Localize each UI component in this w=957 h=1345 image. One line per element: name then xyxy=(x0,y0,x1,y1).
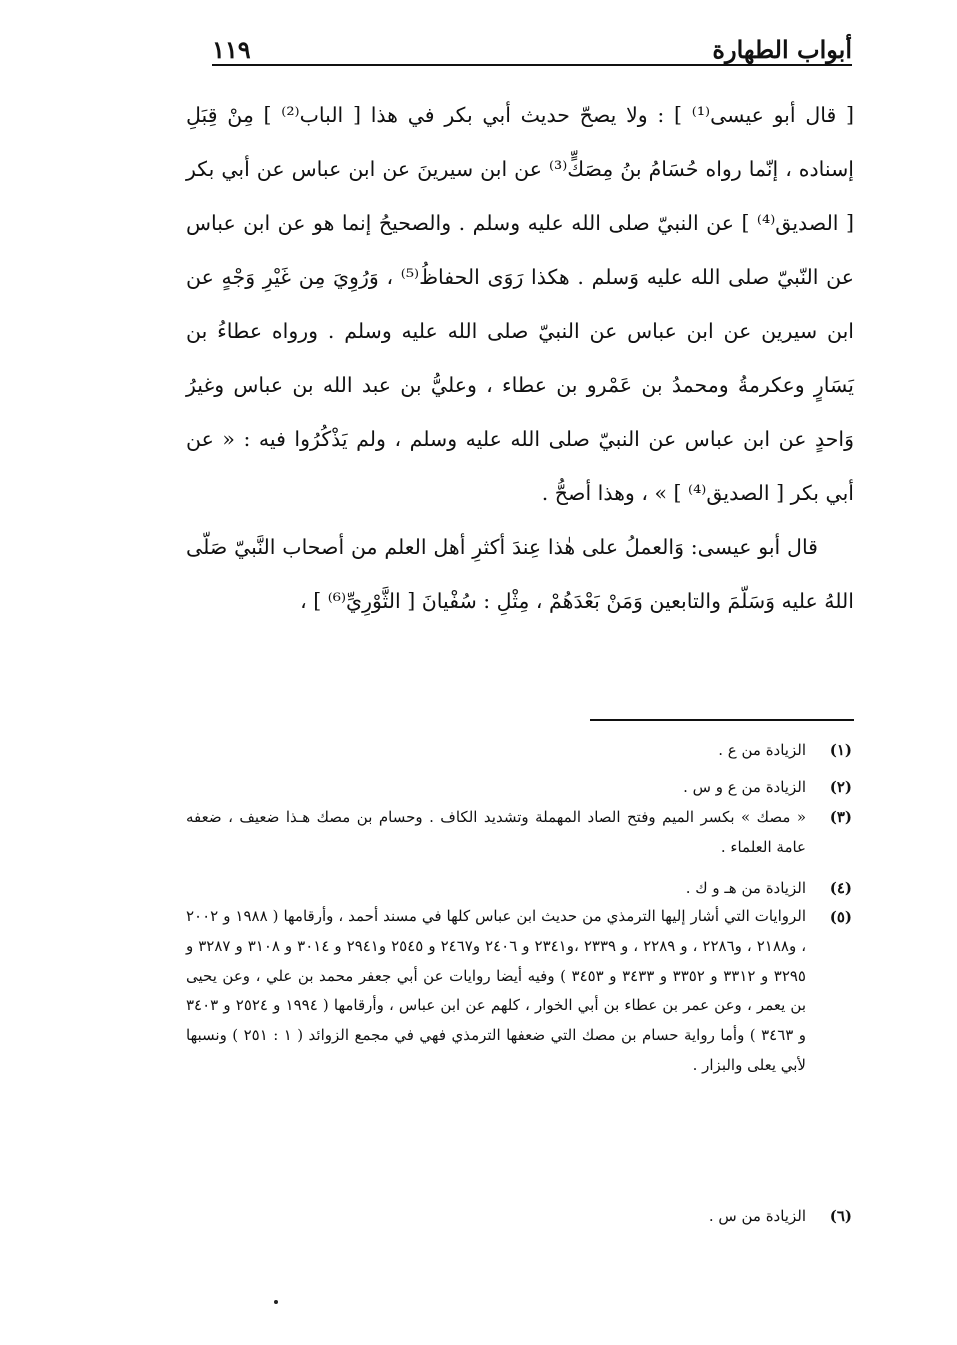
footnote xyxy=(186,1201,852,1231)
footnote-text: الروايات التي أشار إليها الترمذي من حديث ابن عباس كلها في مسند أحمد ، وأرقامها ( ١٩٨٨ و ٢٠٠٢ ، و٢١٨٨ ، و٢٢٨٦ ، و ٢٢٨٩ ، و ٢٣٣٩ ،و٢٣٤١ و ٢٤٠٦ و٢٤٦٧ و ٢٥٤٥ و٢٩٤١ و ٣٠١٤ و ٣١٠٨ و ٣٢٨٧ و ٣٢٩٥ و ٣٣١٢ و ٣٣٥٢ و ٣٤٣٣ و ٣٤٥٣ ) وفيه أيضا روايات عن أبي جعفر محمد بن علي ، وعن يحيى بن يعمر ، وعن عمر بن عطاء بن أبي الخوار ، كلهم عن ابن عباس ، وأرقامها ( ١٩٩٤ و ٢٥٢٤ و ٣٤٠٣ و ٣٤٦٣ ) وأما رواية حسام بن مصك التي ضعفها الترمذي فهي في مجمع الزوائد ( ١ : ٢٥١ ) ونسبها لأبي يعلى والبزار . xyxy=(186,907,807,1074)
paragraph: قال أبو عيسى: وَالعملُ على هٰذا عِندَ أكثرِ أهل العلم من أصحاب النَّبيّ صَلّى اللهُ عليه وَسَلّمَ والتابعين وَمَنْ بَعْدَهُمْ ، مِثْلِ : سُفْيانَ [ الثَّوْرِيِّ⁽⁶⁾ ] ، xyxy=(186,535,854,613)
page-header xyxy=(212,26,852,64)
page-number: ١١٩ xyxy=(212,35,251,64)
footnote-number: (٣) xyxy=(829,808,852,826)
header-rule xyxy=(212,64,852,66)
footnote-number: (٢) xyxy=(829,778,852,796)
chapter-title: أبواب الطهارة xyxy=(712,35,852,64)
footnote-separator xyxy=(590,719,854,721)
footnote-text: الزيادة من ع و س . xyxy=(683,778,806,796)
footnote xyxy=(186,902,852,1201)
footnote-text: الزيادة من ع . xyxy=(718,741,806,759)
footnote-text: الزيادة من س . xyxy=(708,1207,806,1225)
footnote-number: (١) xyxy=(829,741,852,759)
footnote xyxy=(186,873,852,902)
footnotes xyxy=(186,735,852,1231)
footnote-number: (٥) xyxy=(829,908,852,926)
footnote-number: (٤) xyxy=(829,879,852,897)
footnote-text: « مصك » بكسر الميم وفتح الصاد المهملة وتشديد الكاف . وحسام بن مصك هـذا ضعيف ، ضعفه عامة العلماء . xyxy=(186,808,806,856)
footnote xyxy=(186,735,852,772)
paragraph: [ قال أبو عيسى⁽¹⁾ ] : ولا يصحّ حديث أبي بكر في هذا [ الباب⁽²⁾ ] مِنْ قِبَلِ إسناده ، إنّما رواه حُسَامُ بنُ مِصَكٍّ⁽³⁾ عن ابن سيرينَ عن ابن عباس عن أبي بكر [ الصديق⁽⁴⁾ ] عن النبيّ صلى الله عليه وسلم . والصحيحُ إنما هو عن ابن عباس عن النّبيّ صلى الله عليه وَسلم . هكذا رَوَى الحفاظُ⁽⁵⁾ ، وَرُوِيَ مِن غَيْرِ وَجْهٍ عن ابن سيرين عن ابن عباس عن النبيّ صلى الله عليه وسلم . ورواه عطاءُ بن يَسَارٍ وعكرمةُ ومحمدُ بن عَمْرو بن عطاء ، وعليُّ بن عبد الله بن عباس وغيرُ وَاحدٍ عن ابن عباس عن النبيّ صلى الله عليه وسلم ، ولم يَذْكُرُوا فيه : « عن أبي بكر [ الصديق⁽⁴⁾ ] » ، وهذا أصحُّ . xyxy=(186,103,854,505)
footnote-number: (٦) xyxy=(829,1207,852,1225)
footnote xyxy=(186,802,852,873)
footnote xyxy=(186,772,852,802)
main-text xyxy=(186,88,854,628)
scan-speck xyxy=(274,1300,278,1304)
footnote-text: الزيادة من هـ و ك . xyxy=(685,879,806,897)
